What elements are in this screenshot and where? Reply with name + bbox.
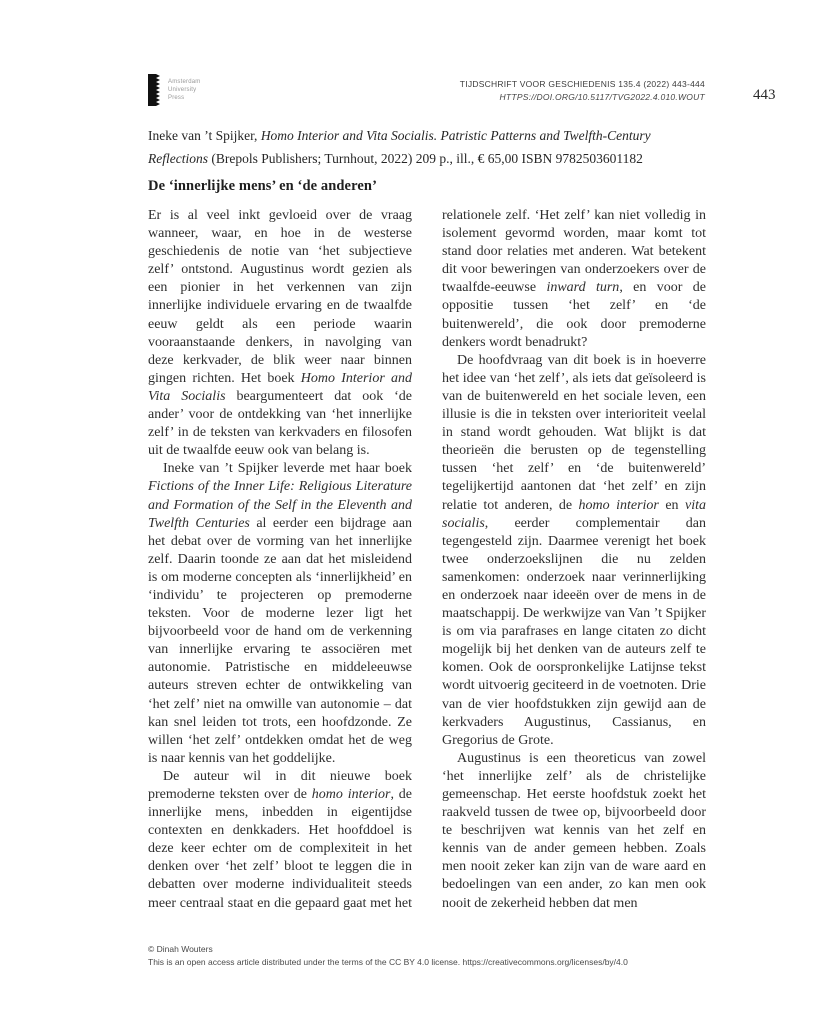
copyright-line: © Dinah Wouters [148, 944, 213, 954]
journal-citation-line: TIJDSCHRIFT VOOR GESCHIEDENIS 135.4 (2022) 443-444 [459, 79, 705, 89]
page-header [148, 74, 776, 120]
paragraph-5: Augustinus is een theoreticus van zowel ‘het innerlijke zelf’ als de christelijke gemeenschap. Het eerste hoofdstuk zoekt het raakveld tussen de twee op, bijvoorbeeld door te beschrijven wat kennis van het zelf en kennis van de ander gemeen hebben. Zoals men nooit zeker kan zijn van de ware aard en bedoelingen van een ander, zo kan men ook nooit de zekerheid hebben dat men [442, 750, 706, 911]
publisher-name-line: University [168, 87, 197, 93]
publisher-name [168, 74, 200, 107]
review-title: De ‘innerlijke mens’ en ‘de anderen’ [148, 178, 377, 194]
doi-link[interactable]: HTTPS://DOI.ORG/10.5117/TVG2022.4.010.WOUT [499, 92, 705, 102]
page-footer [148, 943, 748, 969]
paragraph-4: De hoofdvraag van dit boek is in hoeverre het idee van ‘het zelf’, als iets dat geïsoleerd is van de buitenwereld en het sociale leven, een illusie is die in teksten over interioriteit veelal in stand wordt gehouden. Wat blijkt is dat theorieën die berusten op de tegenstelling tussen ‘het zelf’ en ‘de buitenwereld’ tegelijkertijd aantonen dat ‘het zelf’ en zijn relatie tot anderen, de homo interior en vita socialis, eerder complementair dan tegengesteld zijn. Daarmee verenigt het boek twee onderzoekslijnen die nu zelden samenkomen: onderzoek naar verinnerlijking en onderzoek naar ideeën over de mens in de maatschappij. De werkwijze van Van ’t Spijker is om via parafrases en lange citaten zo dicht mogelijk bij het denken van de auteurs zelf te komen. Ook de oorspronkelijke Latijnse tekst wordt uitvoerig geciteerd in de voetnoten. Drie van de vier hoofdstukken zijn gewijd aan de kerkvaders Augustinus, Cassianus, en Gregorius de Grote. [442, 352, 706, 748]
book-citation: Ineke van ’t Spijker, Homo Interior and Vita Socialis. Patristic Patterns and Twelfth-Century Reflections (Brepols Publishers; Turnhout, 2022) 209 p., ill., € 65,00 ISBN 9782503601182 [148, 128, 651, 166]
paragraph-3: De auteur wil in dit nieuwe boek premoderne teksten over de homo interior, de innerlijke mens, inbedden in eigentijdse contexten en denkkaders. Het hoofddoel is deze keer echter om de complexiteit in het denken over ‘het zelf’ bloot te leggen die in debatten over moderne individualiteit steeds meer centraal staat en die gepaard gaat met het relationele zelf. ‘Het zelf’ kan niet volledig in isolement gevormd worden, maar komt tot stand door relaties met anderen. Wat betekent dit voor beweringen van onderzoekers over de twaalfde-eeuwse inward turn, en voor de oppositie tussen ‘het zelf’ en ‘de buitenwereld’, die ook door premoderne denkers wordt benadrukt? [148, 208, 706, 911]
journal-info [460, 78, 705, 104]
aup-logo-icon [148, 74, 161, 107]
paragraph-1: Er is al veel inkt gevloeid over de vraag wanneer, waar, en hoe in de westerse geschiedenis de notie van ‘het subjectieve zelf’ ontstond. Augustinus wordt gezien als een pionier in het verkennen van zijn innerlijke individuele ervaring en de twaalfde eeuw geldt als een periode waarin vooraanstaande denkers, in navolging van deze kerkvader, de blik weer naar binnen gingen richten. Het boek Homo Interior and Vita Socialis beargumenteert dat ook ‘de ander’ voor de ontdekking van ‘het innerlijke zelf’ in de teksten van kerkvaders en filosofen uit de twaalfde eeuw ook van belang is. [148, 208, 412, 459]
paragraph-2: Ineke van ’t Spijker leverde met haar boek Fictions of the Inner Life: Religious Literature and Formation of the Self in the Eleventh and Twelfth Centuries al eerder een bijdrage aan het debat over de vorming van het innerlijke zelf. Daarin toonde ze aan dat het misleidend is om moderne concepten als ‘innerlijkheid’ en ‘individu’ te projecteren op premoderne teksten. Voor de moderne lezer ligt het bijvoorbeeld voor de hand om de verkenning van innerlijke ervaring te associëren met autonomie. Patristische en middeleeuwse auteurs streven echter de ontwikkeling van ‘het zelf’ niet na omwille van autonomie – dat kan snel leiden tot trots, een hoofdzonde. Ze willen ‘het zelf’ ontdekken omdat het de weg is naar kennis van het goddelijke. [148, 461, 412, 766]
license-line[interactable]: This is an open access article distributed under the terms of the CC BY 4.0 license. https://creativecommons.org/licenses/by/4.0 [148, 957, 628, 967]
review-body [148, 207, 706, 921]
publisher-name-line: Press [168, 95, 185, 101]
publisher-logo [148, 74, 200, 107]
publisher-name-line: Amsterdam [168, 79, 201, 85]
page-number: 443 [753, 87, 776, 103]
